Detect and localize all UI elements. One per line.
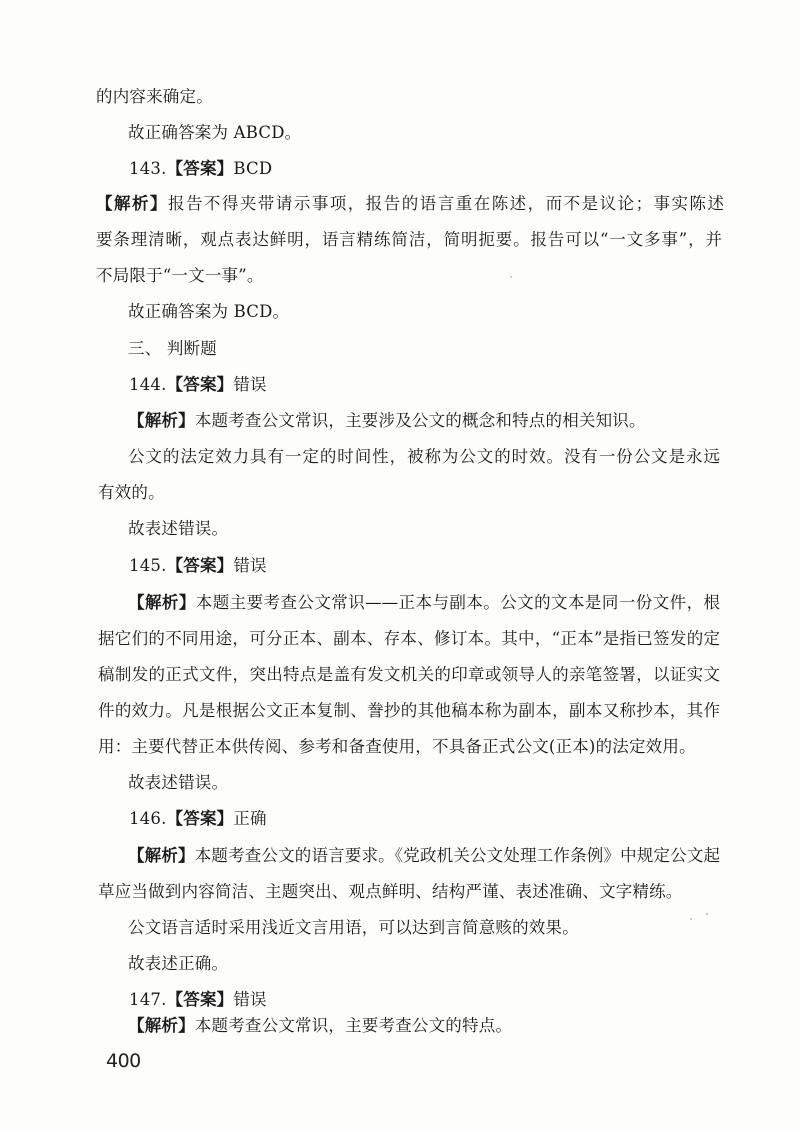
section-title: 三、 判断题 bbox=[128, 339, 217, 358]
answer-line-143 bbox=[129, 158, 272, 180]
answer-tag: 【答案】 bbox=[166, 375, 234, 394]
analysis-text: 报告不得夹带请示事项，报告的语言重在陈述，而不是议论；事实陈述 bbox=[167, 194, 725, 213]
text-line bbox=[128, 917, 579, 939]
paragraph-text: 公文语言适时采用浅近文言用语，可以达到言简意赅的效果。 bbox=[128, 918, 579, 937]
answer-tag: 【答案】 bbox=[166, 809, 234, 828]
paragraph-text: 要条理清晰，观点表达鲜明，语言精练简洁，简明扼要。报告可以“一文多事”，并 bbox=[96, 230, 722, 249]
analysis-tag: 【解析】 bbox=[128, 593, 196, 612]
analysis-line bbox=[128, 1015, 512, 1037]
text-line bbox=[96, 265, 264, 287]
question-number: 146. bbox=[129, 809, 167, 828]
analysis-line bbox=[96, 193, 724, 215]
answer-value: 错误 bbox=[233, 375, 267, 394]
paragraph-text: 的内容来确定。 bbox=[96, 87, 213, 106]
scan-speck bbox=[706, 913, 708, 915]
text-line bbox=[98, 664, 720, 686]
text-line bbox=[98, 700, 720, 722]
text-line bbox=[96, 229, 722, 251]
paragraph-text: 草应当做到内容简洁、主题突出、观点鲜明、结构严谨、表述准确、文字精练。 bbox=[98, 882, 683, 901]
question-number: 147. bbox=[129, 990, 167, 1009]
answer-value: 错误 bbox=[233, 990, 267, 1009]
conclusion-text: 故表述错误。 bbox=[128, 773, 229, 792]
answer-line-146 bbox=[129, 808, 267, 830]
text-line bbox=[98, 628, 720, 650]
text-line bbox=[98, 881, 683, 903]
text-line bbox=[128, 446, 720, 468]
text-line bbox=[128, 301, 289, 323]
analysis-text: 本题考查公文的语言要求。《党政机关公文处理工作条例》中规定公文起 bbox=[194, 846, 721, 865]
answer-tag: 【答案】 bbox=[166, 556, 234, 575]
analysis-text: 本题主要考查公文常识——正本与副本。公文的文本是同一份文件，根 bbox=[195, 593, 721, 612]
analysis-line bbox=[128, 410, 646, 432]
conclusion-text: 故正确答案为 BCD。 bbox=[128, 302, 290, 321]
conclusion-text: 故正确答案为 ABCD。 bbox=[128, 123, 302, 142]
analysis-tag: 【解析】 bbox=[128, 1016, 195, 1035]
text-line bbox=[98, 736, 696, 758]
conclusion-text: 故表述正确。 bbox=[128, 954, 229, 973]
paragraph-text: 件的效力。凡是根据公文正本复制、誊抄的其他稿本称为副本，副本又称抄本，其作 bbox=[98, 701, 720, 720]
answer-value: BCD bbox=[233, 159, 273, 178]
text-line bbox=[128, 953, 228, 975]
section-heading bbox=[128, 338, 217, 360]
question-number: 143. bbox=[129, 159, 167, 178]
question-number: 145. bbox=[129, 556, 167, 575]
analysis-tag: 【解析】 bbox=[96, 194, 168, 213]
analysis-line bbox=[128, 592, 720, 614]
text-line bbox=[128, 122, 301, 144]
analysis-text: 本题考查公文常识，主要涉及公文的概念和特点的相关知识。 bbox=[194, 411, 646, 430]
text-line bbox=[128, 518, 228, 540]
scan-speck bbox=[690, 918, 692, 920]
conclusion-text: 故表述错误。 bbox=[128, 519, 229, 538]
answer-value: 错误 bbox=[233, 556, 267, 575]
analysis-line bbox=[128, 845, 720, 867]
answer-tag: 【答案】 bbox=[166, 990, 234, 1009]
analysis-tag: 【解析】 bbox=[128, 411, 195, 430]
question-number: 144. bbox=[129, 375, 167, 394]
paragraph-text: 有效的。 bbox=[98, 483, 165, 502]
answer-line-144 bbox=[129, 374, 267, 396]
paragraph-text: 据它们的不同用途，可分正本、副本、存本、修订本。其中，“正本”是指已签发的定 bbox=[98, 629, 720, 648]
answer-tag: 【答案】 bbox=[166, 159, 234, 178]
analysis-text: 本题考查公文常识，主要考查公文的特点。 bbox=[194, 1016, 513, 1035]
answer-value: 正确 bbox=[233, 809, 267, 828]
paragraph-text: 稿制发的正式文件，突出特点是盖有发文机关的印章或领导人的亲笔签署，以证实文 bbox=[98, 665, 720, 684]
analysis-tag: 【解析】 bbox=[128, 846, 195, 865]
scan-speck bbox=[510, 276, 512, 278]
text-line bbox=[128, 772, 228, 794]
paragraph-text: 公文的法定效力具有一定的时间性，被称为公文的时效。没有一份公文是永远 bbox=[128, 447, 720, 466]
answer-line-145 bbox=[129, 555, 267, 577]
text-line bbox=[96, 86, 213, 108]
page-number: 400 bbox=[106, 1050, 141, 1072]
paragraph-text: 用：主要代替正本供传阅、参考和备查使用，不具备正式公文(正本)的法定效用。 bbox=[98, 737, 696, 756]
text-line bbox=[98, 482, 165, 504]
answer-line-147 bbox=[129, 989, 267, 1011]
paragraph-text: 不局限于“一文一事”。 bbox=[96, 266, 264, 285]
